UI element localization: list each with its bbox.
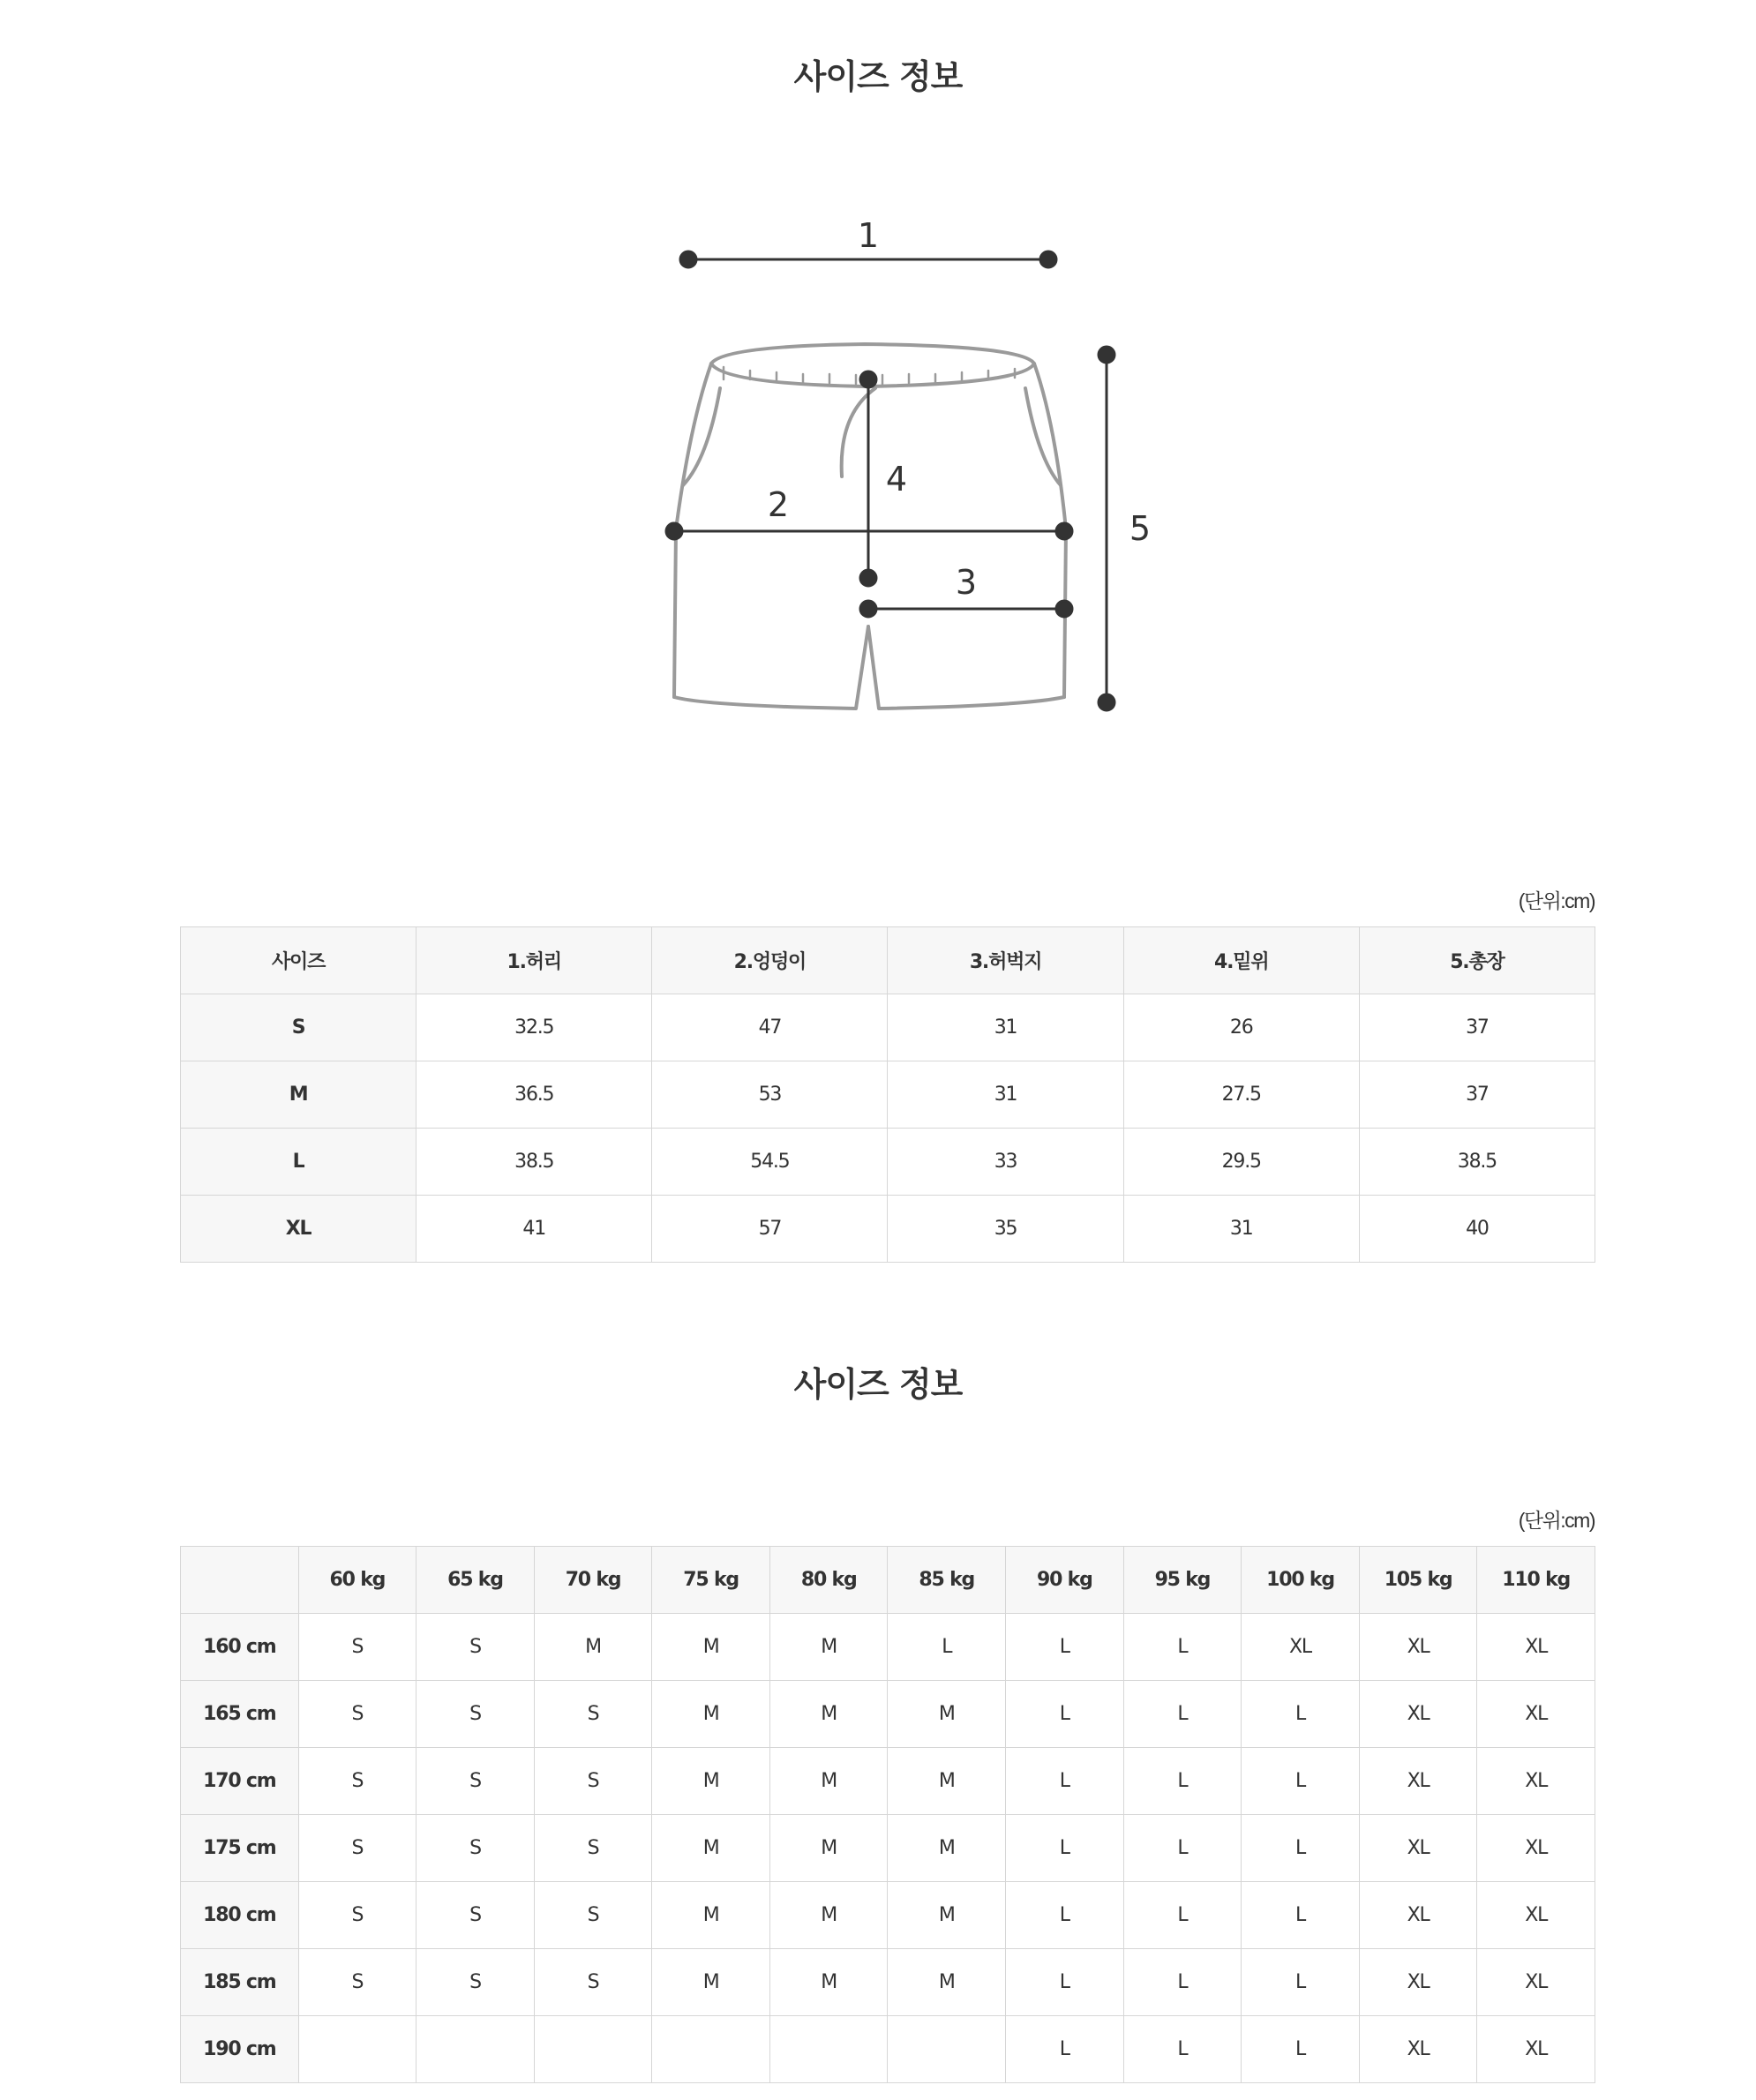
size-cell: L	[1123, 1614, 1242, 1681]
size-cell: L	[1123, 1949, 1242, 2016]
size-cell: L	[1006, 1681, 1124, 1748]
header-cell: 사이즈	[181, 927, 416, 994]
size-cell: L	[1123, 1815, 1242, 1882]
size-cell	[416, 2016, 535, 2083]
size-cell: M	[888, 1815, 1006, 1882]
size-cell: S	[534, 1949, 652, 2016]
size-cell: XL	[1359, 1815, 1477, 1882]
size-cell	[769, 2016, 888, 2083]
size-cell: S	[298, 1748, 416, 1815]
size-cell: M	[769, 1748, 888, 1815]
table-cell: 37	[1359, 1061, 1595, 1129]
size-cell: M	[652, 1949, 770, 2016]
table-row	[181, 1748, 1595, 1815]
size-cell: M	[652, 1815, 770, 1882]
page-title: 사이즈 정보	[793, 57, 963, 96]
height-header: 165 cm	[181, 1681, 299, 1748]
size-cell: M	[652, 1748, 770, 1815]
table-row	[181, 1196, 1595, 1263]
size-cell: L	[1123, 2016, 1242, 2083]
weight-header: 65 kg	[416, 1547, 535, 1614]
table-cell: 31	[1123, 1196, 1359, 1263]
table-cell: 41	[416, 1196, 652, 1263]
header-cell: 2.엉덩이	[652, 927, 888, 994]
weight-header: 70 kg	[534, 1547, 652, 1614]
weight-header: 100 kg	[1242, 1547, 1360, 1614]
size-cell: L	[1242, 1815, 1360, 1882]
size-cell: L	[1123, 1748, 1242, 1815]
size-cell: M	[769, 1815, 888, 1882]
size-cell: S	[534, 1748, 652, 1815]
height-header: 180 cm	[181, 1882, 299, 1949]
size-cell	[534, 2016, 652, 2083]
header-cell: 5.총장	[1359, 927, 1595, 994]
table-cell: 40	[1359, 1196, 1595, 1263]
size-cell: L	[1242, 1882, 1360, 1949]
size-cell	[652, 2016, 770, 2083]
size-cell: L	[1242, 1681, 1360, 1748]
size-cell: XL	[1477, 1614, 1595, 1681]
corner-cell	[181, 1547, 299, 1614]
size-cell: XL	[1359, 1748, 1477, 1815]
size-cell: M	[534, 1614, 652, 1681]
table-row	[181, 994, 1595, 1061]
label-2: 2	[767, 485, 790, 524]
size-cell: XL	[1477, 1949, 1595, 2016]
weight-header: 80 kg	[769, 1547, 888, 1614]
size-cell: M	[652, 1681, 770, 1748]
size-cell: M	[888, 1882, 1006, 1949]
table-row	[181, 1061, 1595, 1129]
table-cell: 57	[652, 1196, 888, 1263]
size-cell: XL	[1477, 1815, 1595, 1882]
table-row	[181, 1129, 1595, 1196]
unit-label: (단위:cm)	[1518, 889, 1595, 912]
height-header: 175 cm	[181, 1815, 299, 1882]
header-cell: 4.밑위	[1123, 927, 1359, 994]
size-cell: L	[1123, 1882, 1242, 1949]
height-header: 160 cm	[181, 1614, 299, 1681]
table-cell: 27.5	[1123, 1061, 1359, 1129]
size-measurement-table	[180, 926, 1595, 1263]
size-cell: L	[1006, 1949, 1124, 2016]
table-cell: 37	[1359, 994, 1595, 1061]
row-header: S	[181, 994, 416, 1061]
size-cell: S	[298, 1882, 416, 1949]
size-cell: XL	[1477, 1748, 1595, 1815]
size-cell: M	[652, 1882, 770, 1949]
size-cell: M	[769, 1614, 888, 1681]
size-cell: XL	[1359, 1949, 1477, 2016]
label-1: 1	[857, 216, 880, 255]
size-cell: S	[298, 1815, 416, 1882]
size-cell: XL	[1242, 1614, 1360, 1681]
table-cell: 38.5	[416, 1129, 652, 1196]
table-row	[181, 1815, 1595, 1882]
size-cell: S	[534, 1815, 652, 1882]
size-cell: L	[1242, 1949, 1360, 2016]
size-cell: S	[416, 1748, 535, 1815]
table-row	[181, 1614, 1595, 1681]
table-header-row	[181, 1547, 1595, 1614]
table-cell: 31	[888, 1061, 1123, 1129]
table-cell: 35	[888, 1196, 1123, 1263]
size-cell: XL	[1477, 2016, 1595, 2083]
table-cell: 47	[652, 994, 888, 1061]
size-cell: M	[769, 1882, 888, 1949]
size-cell: XL	[1359, 1614, 1477, 1681]
size-cell: M	[888, 1681, 1006, 1748]
row-header: M	[181, 1061, 416, 1129]
table-row	[181, 1949, 1595, 2016]
weight-header: 60 kg	[298, 1547, 416, 1614]
size-cell: M	[888, 1949, 1006, 2016]
size-cell: S	[534, 1681, 652, 1748]
size-cell: XL	[1359, 1681, 1477, 1748]
table-row	[181, 1681, 1595, 1748]
table-cell: 53	[652, 1061, 888, 1129]
size-cell: L	[888, 1614, 1006, 1681]
size-cell: S	[534, 1882, 652, 1949]
table-cell: 54.5	[652, 1129, 888, 1196]
table-cell: 32.5	[416, 994, 652, 1061]
shorts-diagram	[653, 203, 1165, 732]
shorts-outline	[674, 344, 1066, 709]
size-cell	[888, 2016, 1006, 2083]
table-cell: 33	[888, 1129, 1123, 1196]
table-cell: 31	[888, 994, 1123, 1061]
size-cell: S	[416, 1882, 535, 1949]
size-cell: XL	[1477, 1681, 1595, 1748]
size-cell: S	[298, 1949, 416, 2016]
size-cell: XL	[1359, 2016, 1477, 2083]
size-cell: XL	[1359, 1882, 1477, 1949]
size-cell: L	[1006, 2016, 1124, 2083]
size-cell: M	[652, 1614, 770, 1681]
header-cell: 3.허벅지	[888, 927, 1123, 994]
size-cell: M	[888, 1748, 1006, 1815]
table-header-row	[181, 927, 1595, 994]
weight-header: 75 kg	[652, 1547, 770, 1614]
size-cell: S	[416, 1614, 535, 1681]
size-cell: S	[298, 1614, 416, 1681]
weight-header: 85 kg	[888, 1547, 1006, 1614]
size-cell: S	[416, 1949, 535, 2016]
size-cell: L	[1242, 1748, 1360, 1815]
size-cell	[298, 2016, 416, 2083]
size-cell: XL	[1477, 1882, 1595, 1949]
size-cell: L	[1006, 1815, 1124, 1882]
table-cell: 38.5	[1359, 1129, 1595, 1196]
header-cell: 1.허리	[416, 927, 652, 994]
size-cell: M	[769, 1681, 888, 1748]
section-title: 사이즈 정보	[793, 1365, 963, 1404]
weight-header: 95 kg	[1123, 1547, 1242, 1614]
table-cell: 36.5	[416, 1061, 652, 1129]
table-row	[181, 2016, 1595, 2083]
size-recommendation-table	[180, 1546, 1595, 2083]
height-header: 185 cm	[181, 1949, 299, 2016]
weight-header: 110 kg	[1477, 1547, 1595, 1614]
size-cell: S	[298, 1681, 416, 1748]
label-5: 5	[1129, 509, 1152, 548]
table-row	[181, 1882, 1595, 1949]
size-cell: S	[416, 1681, 535, 1748]
weight-header: 105 kg	[1359, 1547, 1477, 1614]
label-4: 4	[885, 460, 908, 499]
measurement-labels	[768, 216, 1151, 602]
table-cell: 26	[1123, 994, 1359, 1061]
row-header: XL	[181, 1196, 416, 1263]
size-cell: L	[1006, 1748, 1124, 1815]
size-cell: L	[1006, 1614, 1124, 1681]
size-cell: M	[769, 1949, 888, 2016]
size-cell: L	[1123, 1681, 1242, 1748]
size-cell: L	[1006, 1882, 1124, 1949]
weight-header: 90 kg	[1006, 1547, 1124, 1614]
label-3: 3	[955, 563, 978, 602]
table-cell: 29.5	[1123, 1129, 1359, 1196]
unit-label: (단위:cm)	[1518, 1509, 1595, 1532]
height-header: 170 cm	[181, 1748, 299, 1815]
size-cell: L	[1242, 2016, 1360, 2083]
row-header: L	[181, 1129, 416, 1196]
height-header: 190 cm	[181, 2016, 299, 2083]
size-cell: S	[416, 1815, 535, 1882]
